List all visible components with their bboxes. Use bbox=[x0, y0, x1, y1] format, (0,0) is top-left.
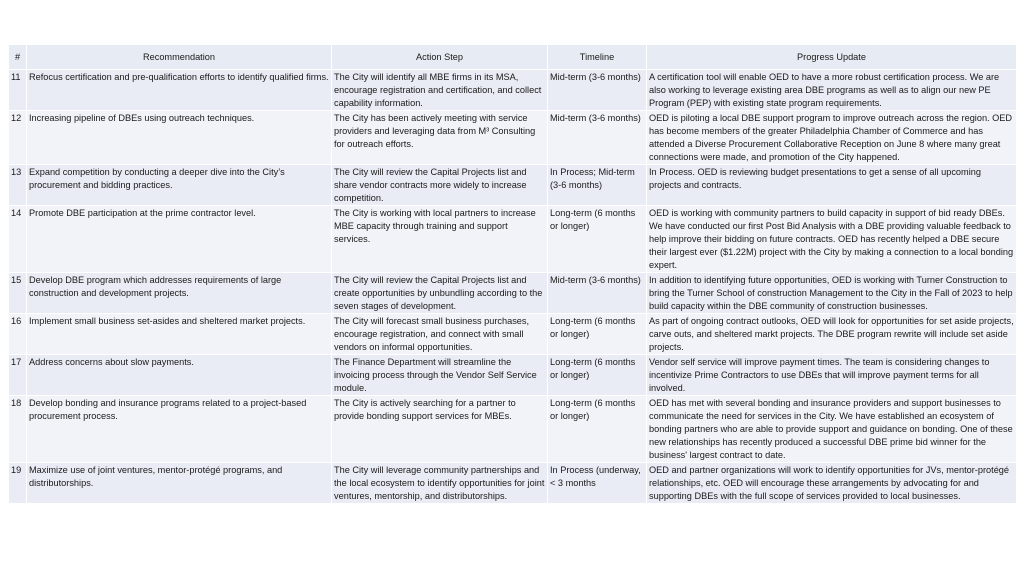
recommendation-cell: Develop DBE program which addresses requirements of large construction and development projects. bbox=[27, 273, 332, 314]
progress-update-cell: OED and partner organizations will work to identify opportunities for JVs, mentor-protégé relationships, etc. OED will encourage these arrangements by advocating for and supporting DBEs with the full scope of services provided to local businesses. bbox=[647, 463, 1017, 504]
action-step-cell: The City will review the Capital Projects list and share vendor contracts more widely to increase competition. bbox=[332, 165, 548, 206]
table-row bbox=[9, 70, 1017, 111]
action-step-cell: The City is actively searching for a partner to provide bonding support services for MBEs. bbox=[332, 396, 548, 463]
progress-update-cell: OED is piloting a local DBE support program to improve outreach across the region. OED has become members of the greater Philadelphia Chamber of Commerce and has attended a Diverse Procurement Collaborative Reception on June 8 where many great connections were made, and promotion of the City happened. bbox=[647, 111, 1017, 165]
table-row bbox=[9, 463, 1017, 504]
progress-update-cell: OED has met with several bonding and insurance providers and support businesses to communicate the need for services in the City. We have established an ecosystem of bonding partners who are able to provide support and guidance on bonding. One of these new relationships has recently produced a successful DBE prime bid winner for the business' largest contract to date. bbox=[647, 396, 1017, 463]
timeline-cell: Mid-term (3-6 months) bbox=[548, 273, 647, 314]
recommendation-cell: Develop bonding and insurance programs related to a project-based procurement process. bbox=[27, 396, 332, 463]
recommendation-cell: Maximize use of joint ventures, mentor-protégé programs, and distributorships. bbox=[27, 463, 332, 504]
table-row bbox=[9, 111, 1017, 165]
progress-update-cell: In addition to identifying future opportunities, OED is working with Turner Construction to bring the Turner School of construction Management to the City in the Fall of 2023 to help build capacity within the DBE community of construction businesses. bbox=[647, 273, 1017, 314]
timeline-cell: Long-term (6 months or longer) bbox=[548, 355, 647, 396]
row-number: 19 bbox=[9, 463, 27, 504]
recommendation-cell: Refocus certification and pre-qualification efforts to identify qualified firms. bbox=[27, 70, 332, 111]
recommendation-cell: Expand competition by conducting a deeper dive into the City’s procurement and bidding practices. bbox=[27, 165, 332, 206]
action-step-cell: The City will review the Capital Projects list and create opportunities by unbundling according to the seven stages of development. bbox=[332, 273, 548, 314]
header-action-step: Action Step bbox=[332, 45, 548, 70]
table-row bbox=[9, 165, 1017, 206]
row-number: 15 bbox=[9, 273, 27, 314]
header-number: # bbox=[9, 45, 27, 70]
table-row bbox=[9, 273, 1017, 314]
row-number: 11 bbox=[9, 70, 27, 111]
timeline-cell: Long-term (6 months or longer) bbox=[548, 314, 647, 355]
recommendations-table bbox=[8, 44, 1017, 504]
action-step-cell: The City will identify all MBE firms in its MSA, encourage registration and certification, and collect capability information. bbox=[332, 70, 548, 111]
recommendation-cell: Promote DBE participation at the prime contractor level. bbox=[27, 206, 332, 273]
action-step-cell: The City will forecast small business purchases, encourage registration, and connect with small vendors on informal opportunities. bbox=[332, 314, 548, 355]
timeline-cell: Long-term (6 months or longer) bbox=[548, 206, 647, 273]
header-timeline: Timeline bbox=[548, 45, 647, 70]
header-progress-update: Progress Update bbox=[647, 45, 1017, 70]
action-step-cell: The City is working with local partners to increase MBE capacity through training and support services. bbox=[332, 206, 548, 273]
row-number: 17 bbox=[9, 355, 27, 396]
timeline-cell: Long-term (6 months or longer) bbox=[548, 396, 647, 463]
progress-update-cell: As part of ongoing contract outlooks, OED will look for opportunities for set aside projects, carve outs, and sheltered markt projects. The DBE program rewrite will include set aside projects. bbox=[647, 314, 1017, 355]
row-number: 12 bbox=[9, 111, 27, 165]
timeline-cell: In Process (underway, < 3 months bbox=[548, 463, 647, 504]
action-step-cell: The City has been actively meeting with service providers and leveraging data from M³ Consulting for outreach efforts. bbox=[332, 111, 548, 165]
row-number: 14 bbox=[9, 206, 27, 273]
row-number: 18 bbox=[9, 396, 27, 463]
timeline-cell: Mid-term (3-6 months) bbox=[548, 70, 647, 111]
timeline-cell: Mid-term (3-6 months) bbox=[548, 111, 647, 165]
recommendation-cell: Increasing pipeline of DBEs using outreach techniques. bbox=[27, 111, 332, 165]
recommendation-cell: Address concerns about slow payments. bbox=[27, 355, 332, 396]
action-step-cell: The Finance Department will streamline the invoicing process through the Vendor Self Service module. bbox=[332, 355, 548, 396]
table-row bbox=[9, 396, 1017, 463]
timeline-cell: In Process; Mid-term (3-6 months) bbox=[548, 165, 647, 206]
recommendation-cell: Implement small business set-asides and sheltered market projects. bbox=[27, 314, 332, 355]
progress-update-cell: In Process. OED is reviewing budget presentations to get a sense of all upcoming projects and contracts. bbox=[647, 165, 1017, 206]
row-number: 13 bbox=[9, 165, 27, 206]
header-row bbox=[9, 45, 1017, 70]
action-step-cell: The City will leverage community partnerships and the local ecosystem to identify opportunities for joint ventures, mentorship, and distributorships. bbox=[332, 463, 548, 504]
progress-update-cell: OED is working with community partners to build capacity in support of bid ready DBEs. We have conducted our first Post Bid Analysis with a DBE providing valuable feedback to help improve their bidding on future contracts. OED has recently helped a DBE secure their largest ever ($1.22M) project with the City by making a connection to a local bonding expert. bbox=[647, 206, 1017, 273]
header-recommendation: Recommendation bbox=[27, 45, 332, 70]
table-row bbox=[9, 314, 1017, 355]
table-row bbox=[9, 206, 1017, 273]
table-row bbox=[9, 355, 1017, 396]
progress-update-cell: Vendor self service will improve payment times. The team is considering changes to incentivize Prime Contractors to use DBEs that will improve payment terms for all involved. bbox=[647, 355, 1017, 396]
row-number: 16 bbox=[9, 314, 27, 355]
progress-update-cell: A certification tool will enable OED to have a more robust certification process. We are also working to leverage existing area DBE programs as well as to align our new PE Program (PEP) with existing state program requirements. bbox=[647, 70, 1017, 111]
